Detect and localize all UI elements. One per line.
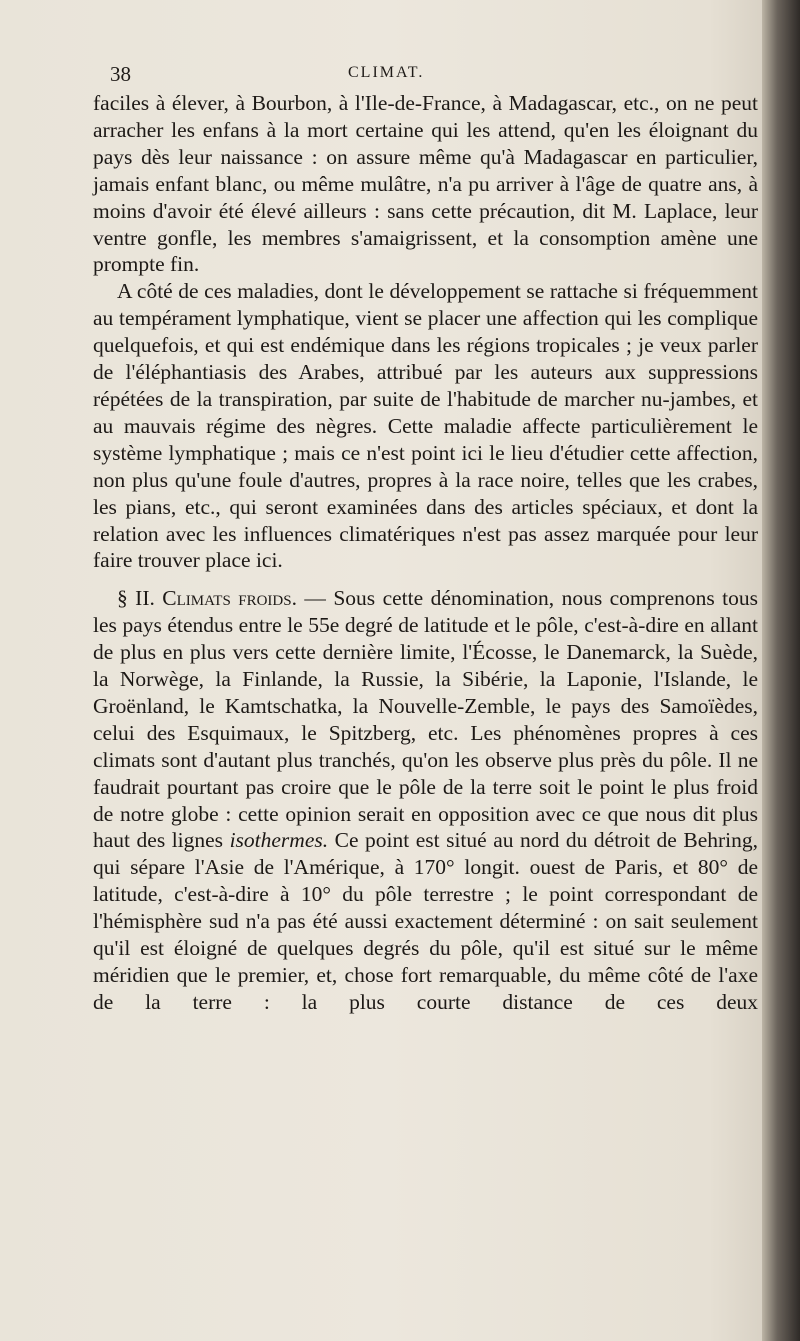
- page-title: CLIMAT.: [348, 64, 425, 81]
- paragraph-elephantiasis: A côté de ces maladies, dont le développement se rattache si fréquemment au tempérament lymphatique, vient se placer une affection qui les complique quelquefois, et qui est endémique dans les régions tropicales ; je veux parler de l'éléphantiasis des Arabes, attribué par les auteurs aux suppressions répétées de la transpiration, par suite de l'habitude de marcher nu-jambes, et au mauvais régime des nègres. Cette maladie affecte particulièrement le système lymphatique ; mais ce n'est point ici le lieu d'étudier cette affection, non plus qu'une foule d'autres, propres à la race noire, telles que les crabes, les pians, etc., qui seront examinées dans des articles spéciaux, et dont la relation avec les influences climatériques n'est pas assez marquée pour leur faire trouver place ici.: [93, 279, 758, 573]
- running-head: [110, 62, 760, 88]
- italic-term: isothermes.: [229, 828, 329, 853]
- body-text: [93, 90, 758, 1016]
- paragraph-continuation: faciles à élever, à Bourbon, à l'Ile-de-France, à Madagascar, etc., on ne peut arracher les enfans à la mort certaine qui les attend, qu'en les éloignant du pays dès leur naissance : on assure même qu'à Madagascar en particulier, jamais enfant blanc, ou même mulâtre, n'a pu arriver à l'âge de quatre ans, à moins d'avoir été élevé ailleurs : sans cette précaution, dit M. Laplace, leur ventre gonfle, les membres s'amaigrissent, et la consomption amène une prompte fin.: [93, 91, 758, 277]
- section-text-part-1: Sous cette dénomination, nous comprenons tous les pays étendus entre le 55e degré de latitude et le pôle, c'est-à-dire en allant de plus en plus vers cette dernière limite, l'Écosse, le Danemarck, la Suède, la Norwège, la Finlande, la Russie, la Sibérie, la Laponie, l'Islande, le Groënland, le Kamtschatka, la Nouvelle-Zemble, le pays des Samoïèdes, celui des Esquimaux, le Spitzberg, etc. Les phénomènes propres à ces climats sont d'autant plus tranchés, qu'on les observe plus près du pôle. Il ne faudrait pourtant pas croire que le pôle de la terre soit le point le plus froid de notre globe : cette opinion serait en opposition avec ce que nous dit plus haut des lignes: [93, 586, 758, 853]
- book-gutter-edge: [762, 0, 800, 1341]
- section-heading: § II. Climats froids. —: [117, 586, 326, 611]
- paragraph-cold-climates: [93, 585, 758, 1016]
- section-text-part-2: Ce point est situé au nord du détroit de Behring, qui sépare l'Asie de l'Amérique, à 170° longit. ouest de Paris, et 80° de latitude, c'est-à-dire à 10° du pôle terrestre ; le point correspondant de l'hémisphère sud n'a pas été aussi exactement déterminé : on sait seulement qu'il est éloigné de quelques degrés du pôle, qu'il est situé sur le même méridien que le premier, et, chose fort remarquable, du même côté de l'axe de la terre : la plus courte distance de ces deux: [93, 828, 758, 1014]
- page-number: 38: [110, 62, 131, 86]
